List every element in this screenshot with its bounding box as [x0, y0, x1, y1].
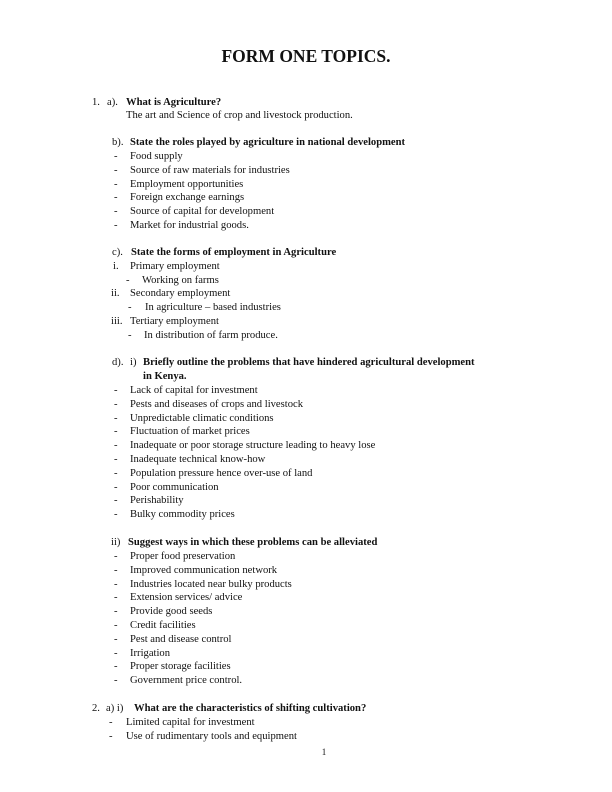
list-item: Limited capital for investment: [126, 717, 255, 728]
list-item: Improved communication network: [130, 564, 278, 576]
list-item: Lack of capital for investment: [130, 385, 258, 396]
bullet-dash: -: [114, 564, 118, 576]
list-item: Irrigation: [130, 647, 171, 659]
bullet-dash: -: [114, 164, 118, 176]
list-item: Provide good seeds: [130, 606, 213, 618]
bullet-dash: -: [114, 151, 118, 162]
page-title: FORM ONE TOPICS.: [221, 46, 391, 66]
answer-text: The art and Science of crop and livestock production.: [126, 110, 353, 121]
part-label: d).: [112, 357, 124, 368]
list-item: Proper storage facilities: [130, 661, 231, 673]
bullet-dash: -: [114, 385, 118, 396]
employment-detail: Working on farms: [142, 275, 219, 286]
list-item: Inadequate technical know-how: [130, 454, 266, 465]
bullet-dash: -: [114, 220, 118, 231]
bullet-dash: -: [114, 481, 118, 493]
bullet-dash: -: [126, 275, 130, 286]
bullet-dash: -: [114, 495, 118, 507]
bullet-dash: -: [114, 606, 118, 618]
bullet-dash: -: [114, 620, 118, 631]
list-item: Food supply: [130, 151, 183, 162]
bullet-dash: -: [114, 578, 118, 590]
bullet-dash: -: [114, 633, 118, 645]
sub-part-label: i): [130, 357, 137, 368]
list-item: Industries located near bulky products: [130, 578, 292, 590]
bullet-dash: -: [114, 592, 118, 604]
list-item: Bulky commodity prices: [130, 509, 235, 521]
list-item: Pest and disease control: [130, 633, 232, 645]
bullet-dash: -: [114, 192, 118, 204]
bullet-dash: -: [114, 178, 118, 190]
bullet-dash: -: [114, 426, 118, 438]
bullet-dash: -: [109, 717, 113, 728]
bullet-dash: -: [114, 412, 118, 424]
bullet-dash: -: [114, 661, 118, 673]
list-item: Government price control.: [130, 675, 243, 687]
roman-numeral: i.: [113, 261, 119, 272]
part-label: c).: [112, 247, 123, 258]
list-item: Market for industrial goods.: [130, 220, 249, 231]
bullet-dash: -: [128, 302, 132, 313]
page-number: 1: [321, 747, 327, 757]
question-number: 1.: [92, 97, 100, 108]
employment-detail: In distribution of farm produce.: [144, 330, 278, 341]
part-label: a).: [107, 97, 118, 108]
bullet-dash: -: [114, 509, 118, 521]
part-label: b).: [112, 137, 124, 148]
employment-detail: In agriculture – based industries: [145, 302, 281, 313]
roman-numeral: ii.: [111, 288, 120, 299]
list-item: Proper food preservation: [130, 551, 236, 562]
bullet-dash: -: [114, 551, 118, 562]
question-heading: Suggest ways in which these problems can be alleviated: [128, 537, 378, 548]
list-item: Inadequate or poor storage structure leading to heavy lose: [130, 440, 376, 452]
question-heading: Briefly outline the problems that have hindered agricultural development: [143, 357, 475, 368]
bullet-dash: -: [114, 206, 118, 218]
question-heading-continued: in Kenya.: [143, 371, 187, 382]
bullet-dash: -: [114, 647, 118, 659]
part-label: a) i): [106, 703, 124, 714]
question-heading: State the forms of employment in Agriculture: [131, 247, 337, 258]
list-item: Fluctuation of market prices: [130, 426, 250, 438]
bullet-dash: -: [114, 467, 118, 479]
question-heading: State the roles played by agriculture in national development: [130, 137, 406, 148]
question-number: 2.: [92, 703, 100, 714]
list-item: Perishability: [130, 495, 184, 507]
bullet-dash: -: [114, 454, 118, 465]
list-item: Unpredictable climatic conditions: [130, 412, 274, 424]
bullet-dash: -: [128, 330, 132, 341]
roman-numeral: iii.: [111, 316, 123, 327]
bullet-dash: -: [109, 730, 113, 742]
list-item: Use of rudimentary tools and equipment: [126, 730, 297, 742]
list-item: Source of capital for development: [130, 206, 275, 218]
sub-part-label: ii): [111, 537, 121, 548]
list-item: Pests and diseases of crops and livestock: [130, 398, 303, 410]
bullet-dash: -: [114, 440, 118, 452]
bullet-dash: -: [114, 398, 118, 410]
employment-form: Primary employment: [130, 261, 220, 272]
employment-form: Secondary employment: [130, 288, 231, 299]
list-item: Population pressure hence over-use of land: [130, 467, 313, 479]
list-item: Foreign exchange earnings: [130, 192, 245, 204]
bullet-dash: -: [114, 675, 118, 687]
list-item: Credit facilities: [130, 620, 196, 631]
question-heading: What are the characteristics of shifting cultivation?: [134, 703, 367, 714]
employment-form: Tertiary employment: [130, 316, 219, 327]
list-item: Poor communication: [130, 481, 219, 493]
list-item: Source of raw materials for industries: [130, 164, 290, 176]
list-item: Employment opportunities: [130, 178, 244, 190]
question-heading: What is Agriculture?: [126, 97, 222, 108]
list-item: Extension services/ advice: [130, 592, 243, 604]
